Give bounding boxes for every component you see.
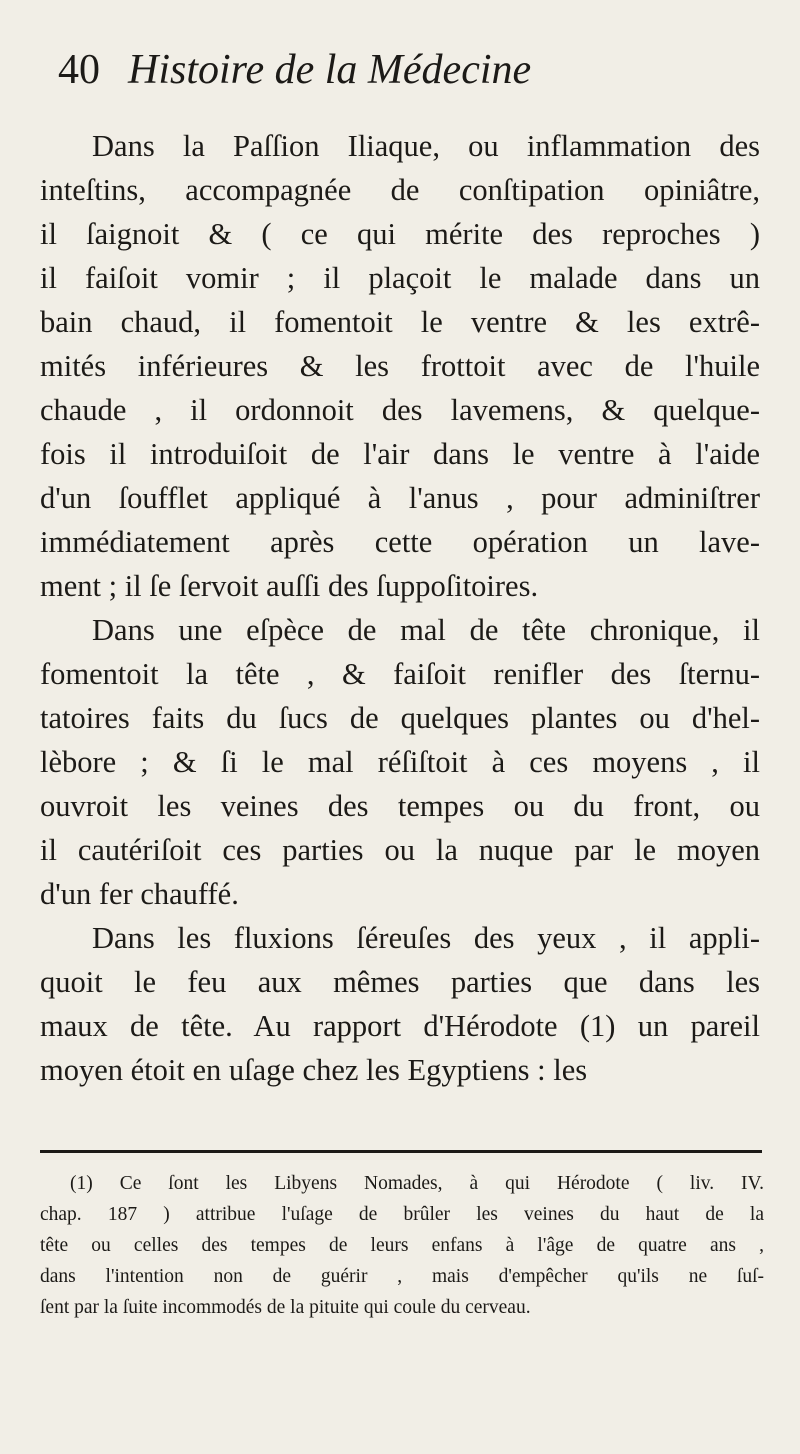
text-line: inteſtins, accompagnée de conſtipation opiniâtre, — [40, 173, 760, 207]
text-line: lèbore ; & ſi le mal réſiſtoit à ces moyens , il — [40, 745, 760, 779]
text-line: mités inférieures & les frottoit avec de l'huile — [40, 349, 760, 383]
running-title: Histoire de la Médecine — [128, 47, 532, 93]
text-line: quoit le feu aux mêmes parties que dans les — [40, 965, 760, 999]
text-line: maux de tête. Au rapport d'Hérodote (1) un pareil — [40, 1009, 760, 1043]
text-line: il faiſoit vomir ; il plaçoit le malade dans un — [40, 261, 760, 295]
footnote-line: chap. 187 ) attribue l'uſage de brûler les veines du haut de la — [40, 1204, 764, 1225]
text-line: immédiatement après cette opération un lave- — [40, 525, 760, 559]
text-line: il ſaignoit & ( ce qui mérite des reproches ) — [40, 217, 760, 251]
text-line: bain chaud, il fomentoit le ventre & les extrê- — [40, 305, 760, 339]
footnote-line: dans l'intention non de guérir , mais d'empêcher qu'ils ne ſuſ- — [40, 1266, 764, 1287]
text-line: d'un fer chauffé. — [40, 877, 239, 911]
footnote — [40, 1168, 764, 1323]
footnote-rule — [40, 1150, 762, 1153]
text-line: d'un ſoufflet appliqué à l'anus , pour adminiſtrer — [40, 481, 760, 515]
footnote-line: (1) Ce ſont les Libyens Nomades, à qui Hérodote ( liv. IV. — [70, 1173, 764, 1194]
footnote-line: tête ou celles des tempes de leurs enfans à l'âge de quatre ans , — [40, 1235, 764, 1256]
text-line: Dans les fluxions ſéreuſes des yeux , il appli- — [92, 921, 760, 955]
text-line: moyen étoit en uſage chez les Egyptiens : les — [40, 1053, 588, 1087]
text-line: ment ; il ſe ſervoit auſſi des ſuppoſitoires. — [40, 569, 539, 603]
text-line: fois il introduiſoit de l'air dans le ventre à l'aide — [40, 437, 760, 471]
text-line: il cautériſoit ces parties ou la nuque par le moyen — [40, 833, 760, 867]
text-line: Dans la Paſſion Iliaque, ou inflammation des — [92, 129, 760, 163]
text-line: fomentoit la tête , & faiſoit renifler des ſternu- — [40, 657, 760, 691]
page-number: 40 — [58, 47, 100, 93]
text-line: Dans une eſpèce de mal de tête chronique, il — [92, 613, 760, 647]
text-line: ouvroit les veines des tempes ou du front, ou — [40, 789, 760, 823]
main-text — [40, 80, 760, 1092]
footnote-line: ſent par la ſuite incommodés de la pituite qui coule du cerveau. — [40, 1297, 531, 1318]
text-line: tatoires faits du ſucs de quelques plantes ou d'hel- — [40, 701, 760, 735]
text-line: chaude , il ordonnoit des lavemens, & quelque- — [40, 393, 760, 427]
